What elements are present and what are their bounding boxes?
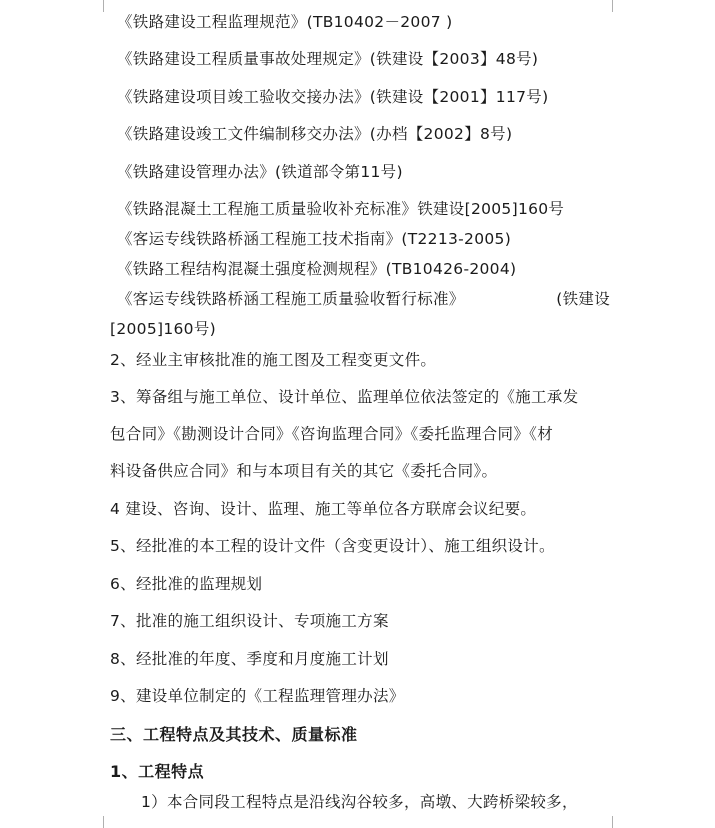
paragraph-line: 1）本合同段工程特点是沿线沟谷较多，高墩、大跨桥梁较多， <box>141 793 578 811</box>
reference-text: 《客运专线铁路桥涵工程施工质量验收暂行标准》 <box>117 290 465 308</box>
section-heading: 三、工程特点及其技术、质量标准 <box>110 725 358 744</box>
page-corner-mark <box>91 0 104 12</box>
list-item: 6、经批准的监理规划 <box>110 575 263 593</box>
list-item: 4 建设、咨询、设计、监理、施工等单位各方联席会议纪要。 <box>110 500 537 518</box>
list-item: 包合同》《勘测设计合同》《咨询监理合同》《委托监理合同》《材 <box>110 425 554 443</box>
page-corner-mark <box>612 0 625 12</box>
reference-line: 《铁路建设竣工文件编制移交办法》(办档【2002】8号) <box>117 125 513 143</box>
reference-line: 《客运专线铁路桥涵工程施工技术指南》(T2213-2005) <box>117 230 512 248</box>
list-item: 料设备供应合同》和与本项目有关的其它《委托合同》。 <box>110 462 498 480</box>
list-item: 7、批准的施工组织设计、专项施工方案 <box>110 612 389 630</box>
list-item: 5、经批准的本工程的设计文件（含变更设计）、施工组织设计。 <box>110 537 555 555</box>
page-corner-mark <box>612 816 625 828</box>
reference-line: 《铁路建设项目竣工验收交接办法》(铁建设【2001】117号) <box>117 88 549 106</box>
subsection-heading: 1、工程特点 <box>110 762 205 781</box>
page-corner-mark <box>91 816 104 828</box>
reference-line <box>117 289 610 309</box>
reference-line-continued: [2005]160号) <box>110 320 216 338</box>
list-item: 9、建设单位制定的《工程监理管理办法》 <box>110 687 405 705</box>
list-item: 8、经批准的年度、季度和月度施工计划 <box>110 650 389 668</box>
list-item: 2、经业主审核批准的施工图及工程变更文件。 <box>110 351 437 369</box>
reference-line: 《铁路工程结构混凝土强度检测规程》(TB10426-2004) <box>117 260 517 278</box>
reference-line: 《铁路建设工程质量事故处理规定》(铁建设【2003】48号) <box>117 50 539 68</box>
reference-text: (铁建设 <box>556 290 610 308</box>
reference-line: 《铁路混凝土工程施工质量验收补充标准》铁建设[2005]160号 <box>117 200 565 218</box>
list-item: 3、筹备组与施工单位、设计单位、监理单位依法签定的《施工承发 <box>110 388 579 406</box>
reference-line: 《铁路建设工程监理规范》(TB10402－2007 ) <box>117 13 453 31</box>
reference-line: 《铁路建设管理办法》(铁道部令第11号) <box>117 163 403 181</box>
